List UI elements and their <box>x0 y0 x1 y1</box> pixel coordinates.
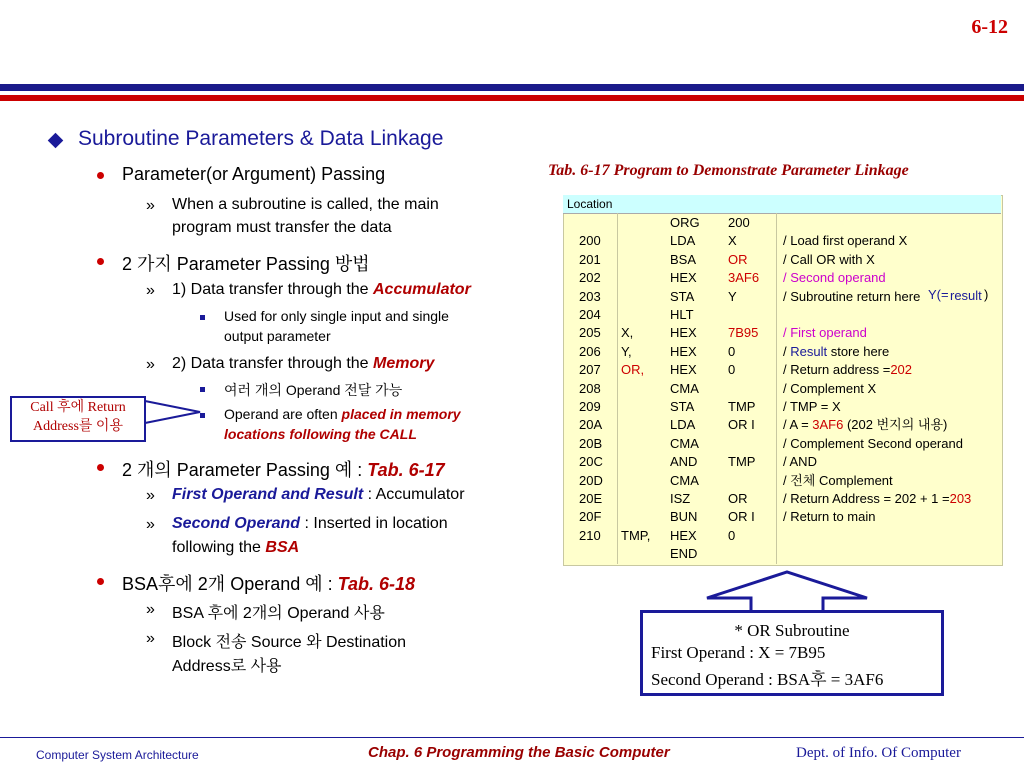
table-cell-operand: OR I <box>728 417 755 433</box>
table-inline-text: store here <box>827 343 890 359</box>
annotation-close: ) <box>984 287 989 302</box>
table-cell-loc: 202 <box>579 270 601 286</box>
table-inline-value: 3AF6 <box>812 417 844 433</box>
slide-title: Subroutine Parameters & Data Linkage <box>78 127 444 150</box>
table-cell-operand: 0 <box>728 343 736 359</box>
sub-bullet-line: program must transfer the data <box>172 219 392 236</box>
footer-rule <box>0 737 1024 738</box>
table-cell-instr: HEX <box>670 270 697 286</box>
sub-sub-bullet-line: locations following the CALL <box>224 426 417 442</box>
sub-bullet-text: 2) Data transfer through the <box>172 355 373 372</box>
sub-bullet-line: Address로 사용 <box>172 658 282 675</box>
chevron-bullet-icon: » <box>146 282 155 299</box>
table-cell-instr: HEX <box>670 527 697 543</box>
note-box <box>640 610 944 696</box>
table-cell-instr: CMA <box>670 472 699 488</box>
table-cell-operand: 0 <box>728 527 736 543</box>
table-cell-operand: OR <box>728 251 748 267</box>
sub-sub-bullet-line: 여러 개의 Operand 전달 가능 <box>224 382 403 398</box>
table-cell-instr: LDA <box>670 417 696 433</box>
table-cell-operand: Y <box>728 288 737 304</box>
placed-in-memory-emphasis: placed in memory <box>341 406 461 422</box>
table-cell-operand: X <box>728 233 737 249</box>
table-cell-instr: BSA <box>670 251 697 267</box>
table-cell-loc: 20A <box>579 417 603 433</box>
annotation-text: = <box>941 287 949 302</box>
annotation-text: Y( <box>928 287 941 302</box>
callout-line: Call 후에 Return <box>30 400 126 415</box>
table-inline-result: Result <box>790 343 828 359</box>
callout-line: Address를 이용 <box>33 419 123 434</box>
table-cell-operand: TMP <box>728 454 756 470</box>
table-cell-comment: / Return Address = 202 + 1 =203 <box>783 491 972 506</box>
annotation-result: result <box>950 288 982 303</box>
table-cell-comment: / Subroutine return here <box>783 288 921 304</box>
table-cell-loc: 210 <box>579 527 601 543</box>
table-cell-operand: OR <box>728 491 748 506</box>
chevron-bullet-icon: » <box>146 516 155 533</box>
chevron-bullet-icon: » <box>146 601 155 618</box>
table-cell-comment: / Load first operand X <box>783 233 908 249</box>
sub-bullet-line: BSA 후에 2개의 Operand 사용 <box>172 605 385 622</box>
table-cell-loc: 20F <box>579 509 602 525</box>
table-cell-comment: / First operand <box>783 325 867 341</box>
chevron-bullet-icon: » <box>146 630 155 647</box>
table-cell-operand: 7B95 <box>728 325 759 341</box>
footer-center: Chap. 6 Programming the Basic Computer <box>368 744 670 761</box>
table-cell-loc: 204 <box>579 307 601 322</box>
tab-ref-emphasis: Tab. 6-18 <box>337 574 416 594</box>
table-cell-comment: / Call OR with X <box>783 251 875 267</box>
table-inline-text: (202 번지의 내용) <box>843 417 948 433</box>
bullet-two-methods: 2 가지 Parameter Passing 방법 <box>122 254 370 274</box>
table-header-location: Location <box>567 197 613 211</box>
table-cell-comment: / Second operand <box>783 270 886 286</box>
second-operand-emphasis: Second Operand <box>172 515 301 532</box>
sub-sub-text: Operand are often <box>224 406 342 422</box>
table-cell-loc: 20B <box>579 435 603 451</box>
table-cell-instr: AND <box>670 454 698 470</box>
table-cell-operand: 3AF6 <box>728 270 760 286</box>
table-cell-comment: / Result store here <box>783 343 890 359</box>
sub-sub-bullet-line: Used for only single input and single <box>224 308 449 324</box>
sub-bullet-text: : Inserted in location <box>300 515 448 532</box>
chevron-bullet-icon: » <box>146 487 155 504</box>
table-cell-instr: LDA <box>670 233 696 249</box>
footer-right: Dept. of Info. Of Computer <box>796 745 961 761</box>
table-caption: Tab. 6-17 Program to Demonstrate Parameter Linkage <box>548 162 909 179</box>
table-cell-instr: HEX <box>670 362 697 378</box>
note-line: * OR Subroutine <box>734 621 850 640</box>
note-line: Second Operand : BSA후 = 3AF6 <box>651 670 884 689</box>
sub-bullet-text: : Accumulator <box>363 486 465 503</box>
table-cell-operand: TMP <box>728 399 756 414</box>
table-cell-label: Y, <box>621 343 632 359</box>
table-cell-instr: ISZ <box>670 491 691 506</box>
table-cell-instr: STA <box>670 399 695 414</box>
table-cell-comment: / AND <box>783 454 817 470</box>
table-cell-loc: 208 <box>579 380 601 396</box>
table-cell-loc: 201 <box>579 251 601 267</box>
bullet-parameter-passing: Parameter(or Argument) Passing <box>122 164 386 184</box>
memory-emphasis: Memory <box>373 355 435 372</box>
sub-bullet-text: following the <box>172 539 266 556</box>
table-cell-loc: 206 <box>579 343 601 359</box>
table-cell-loc: 209 <box>579 399 601 414</box>
sub-bullet-line: Block 전송 Source 와 Destination <box>172 634 407 651</box>
table-cell-instr: CMA <box>670 380 699 396</box>
table-cell-comment: / Return to main <box>783 509 876 525</box>
table-inline-value: 202 <box>890 362 913 378</box>
table-inline-value: 203 <box>949 491 972 506</box>
table-cell-instr: END <box>670 546 698 562</box>
table-cell-label: X, <box>621 325 634 341</box>
table-cell-comment: / 전체 Complement <box>783 472 893 488</box>
table-cell-operand: OR I <box>728 509 755 525</box>
table-cell-loc: 207 <box>579 362 601 378</box>
table-cell-instr: ORG <box>670 215 700 230</box>
chevron-bullet-icon: » <box>146 356 155 373</box>
table-cell-instr: HEX <box>670 343 697 359</box>
footer-left: Computer System Architecture <box>36 748 199 762</box>
table-cell-loc: 20D <box>579 472 603 488</box>
first-operand-emphasis: First Operand and Result <box>172 486 364 503</box>
table-cell-loc: 20C <box>579 454 603 470</box>
accumulator-emphasis: Accumulator <box>373 281 471 298</box>
bullet-text: 2 개의 Parameter Passing 예 : <box>122 460 368 480</box>
tab-ref-emphasis: Tab. 6-17 <box>367 460 445 480</box>
table-cell-comment: / Complement X <box>783 380 877 396</box>
table-cell-label: OR, <box>621 362 645 378</box>
page-number: 6-12 <box>971 16 1008 38</box>
table-cell-comment: / Complement Second operand <box>783 435 963 451</box>
table-cell-operand: 0 <box>728 362 736 378</box>
table-cell-instr: HEX <box>670 325 697 341</box>
table-cell-instr: HLT <box>670 307 694 322</box>
sub-bullet-line: When a subroutine is called, the main <box>172 196 439 213</box>
chevron-bullet-icon: » <box>146 197 155 214</box>
table-cell-instr: BUN <box>670 509 698 525</box>
sub-bullet-text: 1) Data transfer through the <box>172 281 373 298</box>
table-cell-loc: 203 <box>579 288 601 304</box>
table-cell-comment: / A = 3AF6 (202 번지의 내용) <box>783 417 948 433</box>
table-cell-comment: / Return address =202 <box>783 362 913 378</box>
table-cell-label: TMP, <box>621 527 651 543</box>
bsa-emphasis: BSA <box>265 539 300 556</box>
table-cell-loc: 205 <box>579 325 601 341</box>
table-cell-comment: / TMP = X <box>783 399 841 414</box>
table-cell-operand: 200 <box>728 215 750 230</box>
sub-sub-bullet-line: output parameter <box>224 328 331 344</box>
note-line: First Operand : X = 7B95 <box>651 643 826 662</box>
bullet-text: BSA후에 2개 Operand 예 : <box>122 574 338 594</box>
table-cell-instr: STA <box>670 288 695 304</box>
table-cell-instr: CMA <box>670 435 699 451</box>
table-cell-loc: 200 <box>579 233 601 249</box>
table-cell-loc: 20E <box>579 491 603 506</box>
